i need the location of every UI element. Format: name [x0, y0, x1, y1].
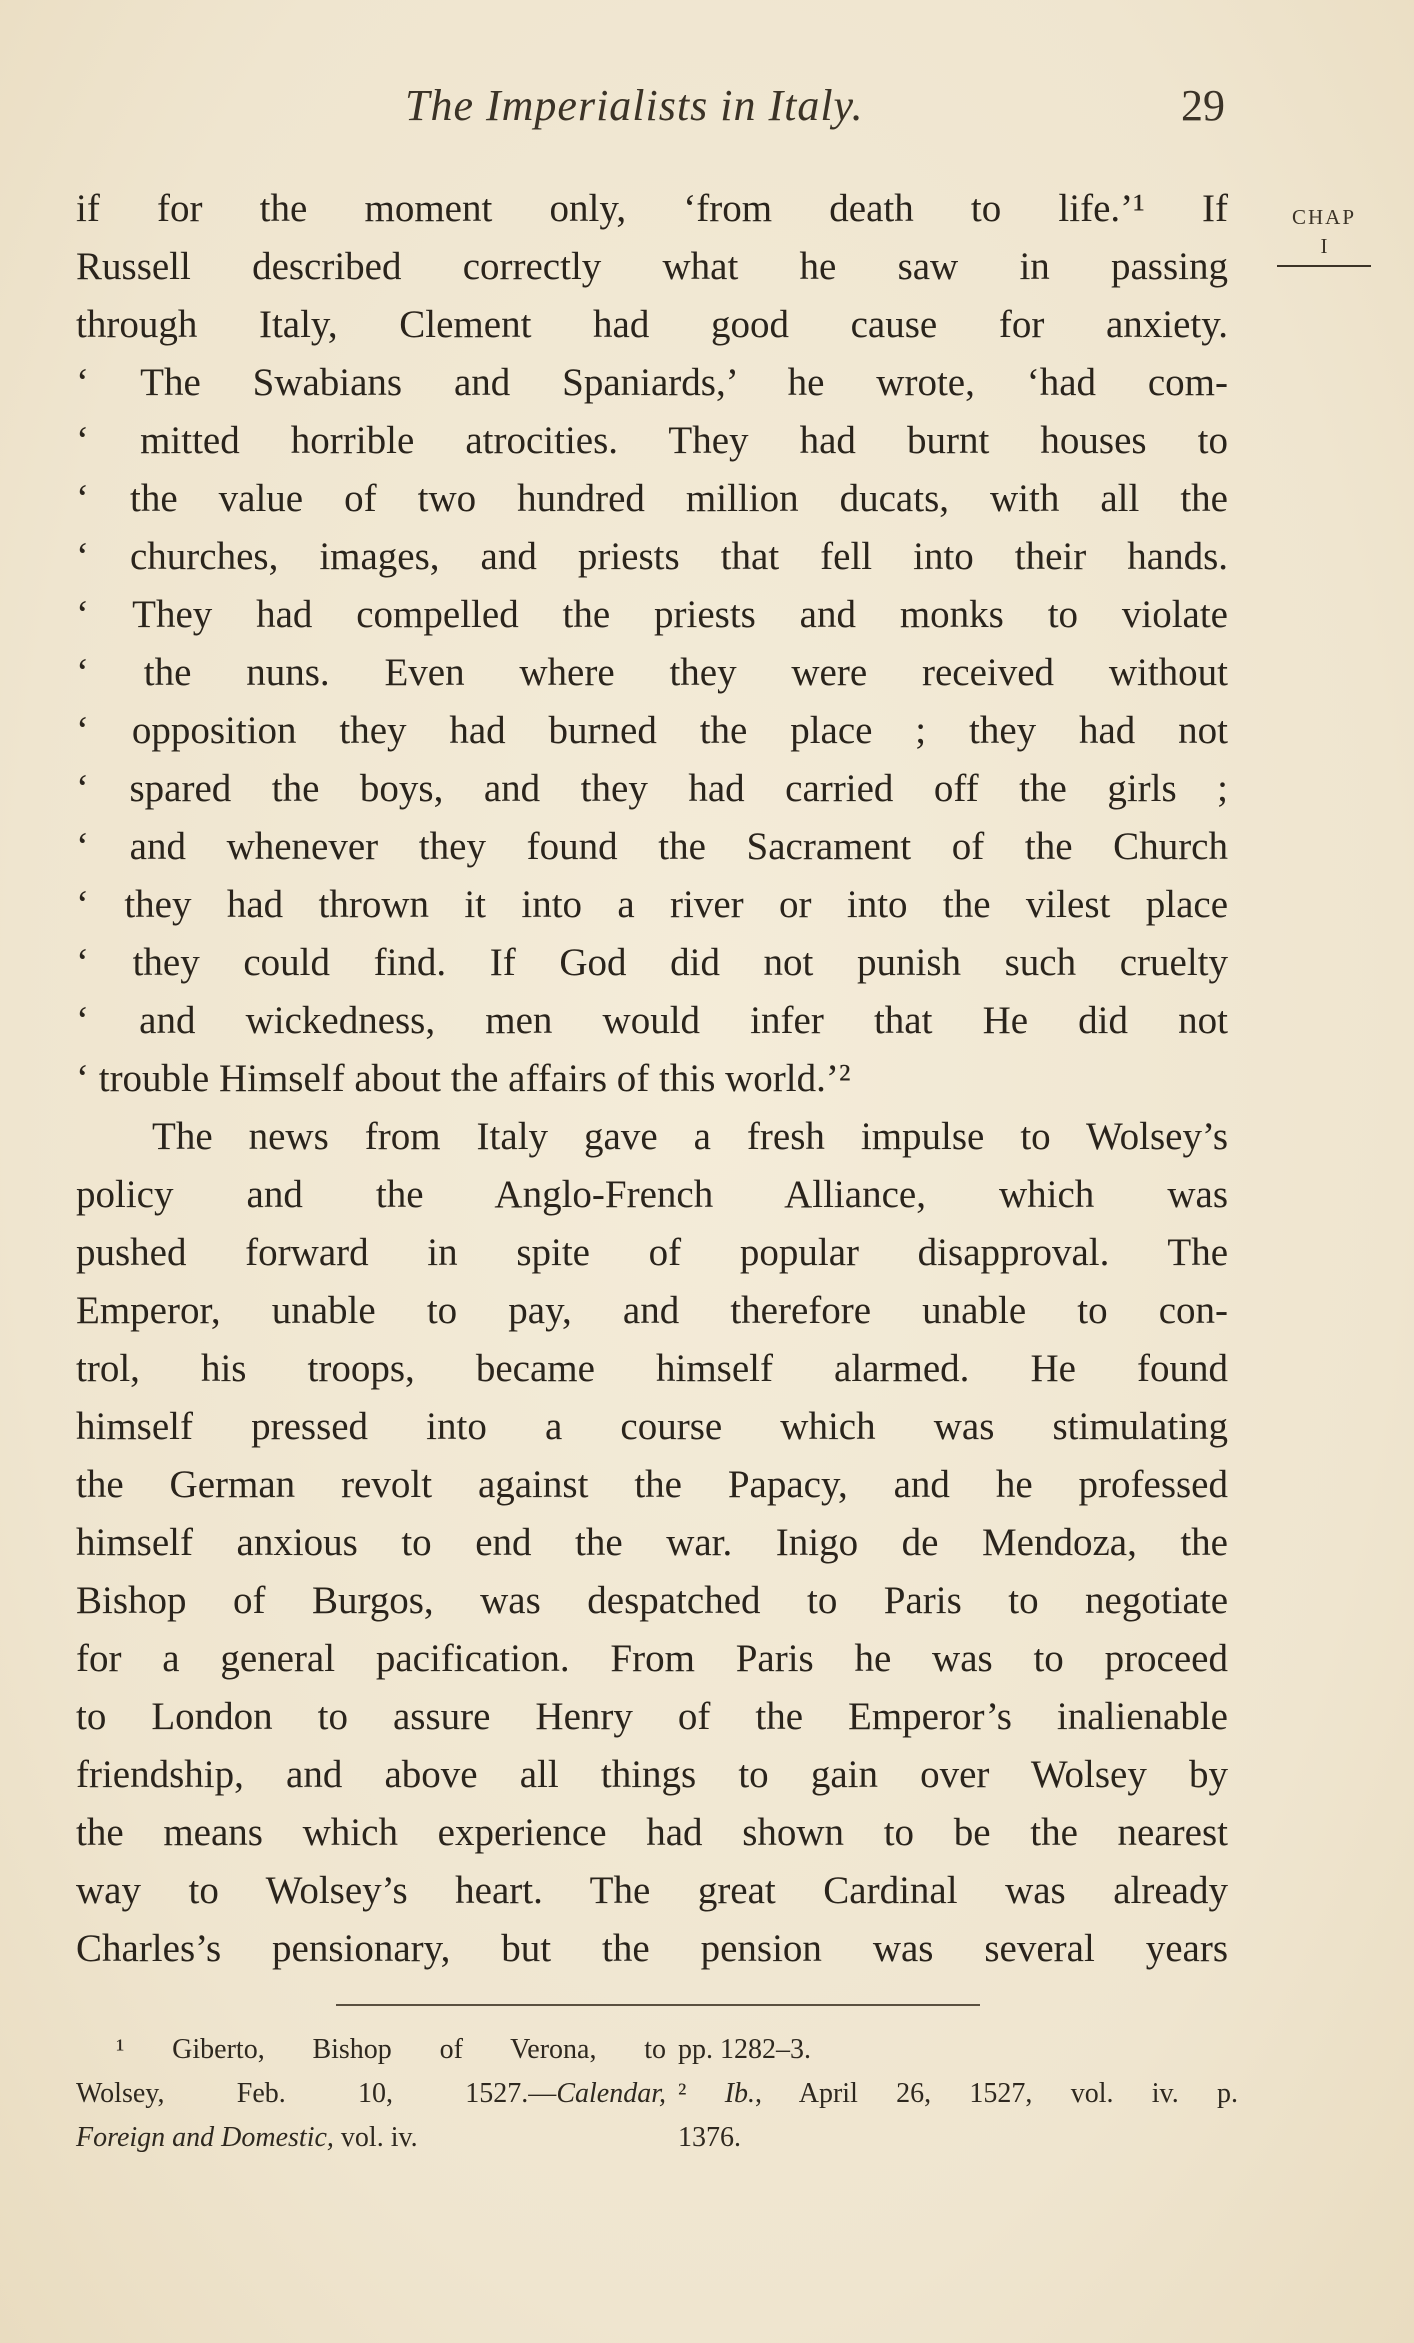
text-line: policy and the Anglo-French Alliance, which was	[76, 1173, 1228, 1216]
text-line: ‘ opposition they had burned the place ; they had not	[76, 709, 1228, 752]
marginal-rule	[1277, 265, 1371, 267]
footnote-line	[76, 2072, 666, 2116]
page-number: 29	[1181, 81, 1225, 130]
text-line: ‘ they had thrown it into a river or into the vilest place	[76, 883, 1228, 926]
footnote-text: Wolsey, Feb. 10, 1527.—	[76, 2078, 557, 2109]
body-text	[76, 180, 1228, 1978]
footnote-text: ²	[678, 2078, 725, 2109]
text-line: the means which experience had shown to be the nearest	[76, 1811, 1228, 1854]
footnote-line	[76, 2116, 666, 2160]
footnote-italic: Foreign and Domestic,	[76, 2122, 334, 2153]
footnote-text: , April 26, 1527, vol. iv. p.	[755, 2078, 1238, 2109]
marginal-chapter-note	[1276, 205, 1372, 267]
text-line: for a general pacification. From Paris he was to proceed	[76, 1637, 1228, 1680]
footnote-line: 1376.	[678, 2122, 741, 2153]
text-line: if for the moment only, ‘from death to life.’¹ If	[76, 187, 1228, 230]
footnote-column-right	[678, 2028, 1238, 2160]
text-line: himself pressed into a course which was stimulating	[76, 1405, 1228, 1448]
text-line: Russell described correctly what he saw in passing	[76, 245, 1228, 288]
footnote-rule	[336, 2004, 980, 2006]
running-title: The Imperialists in Italy.	[405, 81, 864, 130]
text-line: pushed forward in spite of popular disapproval. The	[76, 1231, 1228, 1274]
text-line: ‘ The Swabians and Spaniards,’ he wrote, ‘had com-	[76, 361, 1228, 404]
text-line: ‘ trouble Himself about the affairs of this world.’²	[76, 1057, 851, 1100]
text-line: ‘ and whenever they found the Sacrament of the Church	[76, 825, 1228, 868]
footnote-column-left	[76, 2028, 666, 2160]
text-line: ‘ and wickedness, men would infer that He did not	[76, 999, 1228, 1042]
text-line: himself anxious to end the war. Inigo de Mendoza, the	[76, 1521, 1228, 1564]
footnote-italic: Ib.	[724, 2078, 756, 2109]
text-line: way to Wolsey’s heart. The great Cardinal was already	[76, 1869, 1228, 1912]
footnote-line: pp. 1282–3.	[678, 2034, 811, 2065]
text-line: Charles’s pensionary, but the pension was several years	[76, 1927, 1228, 1970]
text-line: the German revolt against the Papacy, and he professed	[76, 1463, 1228, 1506]
text-line: to London to assure Henry of the Emperor’s inalienable	[76, 1695, 1228, 1738]
text-line: ‘ They had compelled the priests and monks to violate	[76, 593, 1228, 636]
text-line: ‘ the nuns. Even where they were received without	[76, 651, 1228, 694]
text-line: ‘ they could find. If God did not punish such cruelty	[76, 941, 1228, 984]
text-line: ‘ mitted horrible atrocities. They had burnt houses to	[76, 419, 1228, 462]
footnote-italic: Calendar,	[556, 2078, 666, 2109]
footnote-line	[678, 2072, 1238, 2116]
marginal-chap-label: CHAP	[1291, 205, 1357, 229]
page-header	[405, 80, 1225, 150]
text-line: Bishop of Burgos, was despatched to Paris to negotiate	[76, 1579, 1228, 1622]
text-line: friendship, and above all things to gain over Wolsey by	[76, 1753, 1228, 1796]
footnote-text: vol. iv.	[333, 2122, 418, 2153]
text-line: ‘ churches, images, and priests that fell into their hands.	[76, 535, 1228, 578]
text-line: The news from Italy gave a fresh impulse to Wolsey’s	[152, 1115, 1228, 1158]
footnote-line: ¹ Giberto, Bishop of Verona, to	[116, 2034, 666, 2065]
text-line: ‘ the value of two hundred million ducats, with all the	[76, 477, 1228, 520]
text-line: ‘ spared the boys, and they had carried off the girls ;	[76, 767, 1228, 810]
text-line: trol, his troops, became himself alarmed. He found	[76, 1347, 1228, 1390]
marginal-chap-number: I	[1320, 234, 1328, 258]
text-line: Emperor, unable to pay, and therefore unable to con-	[76, 1289, 1228, 1332]
text-line: through Italy, Clement had good cause for anxiety.	[76, 303, 1228, 346]
